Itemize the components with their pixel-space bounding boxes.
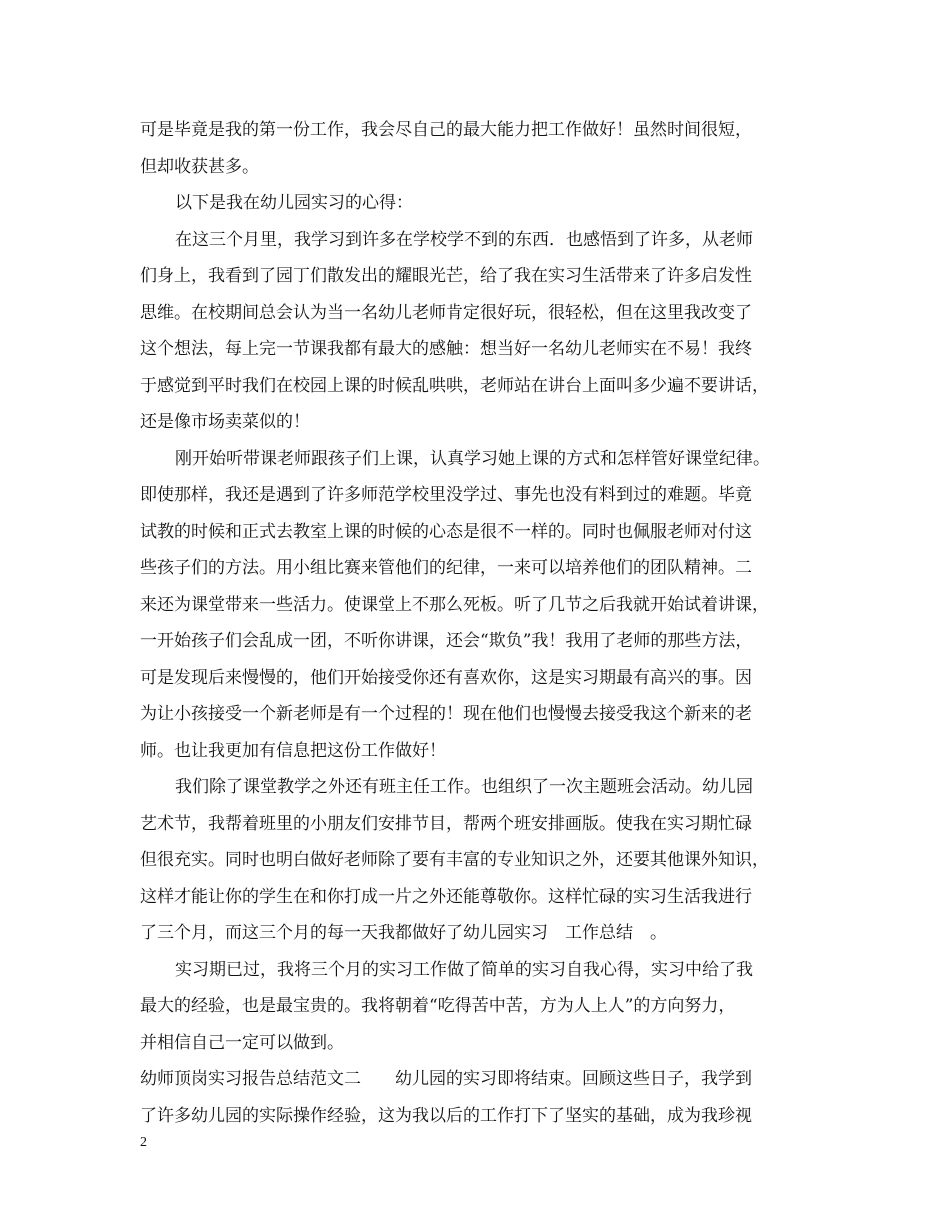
text-line: 于感觉到平时我们在校园上课的时候乱哄哄，老师站在讲台上面叫多少遍不要讲话，: [140, 375, 769, 396]
text-line: 为让小孩接受一个新老师是有一个过程的！现在他们也慢慢去接受我这个新来的老: [140, 704, 752, 724]
text-line: 来还为课堂带来一些活力。使课堂上不那么死板。听了几节之后我就开始试着讲课，: [140, 594, 769, 615]
text-line: 我们除了课堂教学之外还有班主任工作。也组织了一次主题班会活动。幼儿园: [175, 777, 753, 797]
page-number: 2: [140, 1135, 147, 1150]
text-line: 并相信自己一定可以做到。: [140, 1032, 344, 1053]
text-line: 刚开始听带课老师跟孩子们上课，认真学习她上课的方式和怎样管好课堂纪律。: [175, 448, 770, 469]
text-line: 可是毕竟是我的第一份工作，我会尽自己的最大能力把工作做好！虽然时间很短，: [140, 120, 752, 140]
text-line: 最大的经验，也是最宝贵的。我将朝着“吃得苦中苦，方为人上人”的方向努力，: [140, 996, 736, 1016]
text-line: 但却收获甚多。: [140, 156, 259, 177]
text-line: 可是发现后来慢慢的，他们开始接受你还有喜欢你，这是实习期最有高兴的事。因: [140, 667, 752, 688]
text-line: 即使那样，我还是遇到了许多师范学校里没学过、事先也没有料到过的难题。毕竟: [140, 485, 752, 505]
text-line: 们身上，我看到了园丁们散发出的耀眼光芒，给了我在实习生活带来了许多启发性: [140, 266, 752, 286]
text-line: 些孩子们的方法。用小组比赛来管他们的纪律，一来可以培养他们的团队精神。二: [140, 558, 752, 578]
text-line: 试教的时候和正式去教室上课的时候的心态是很不一样的。同时也佩服老师对付这: [140, 521, 752, 542]
text-line: 但很充实。同时也明白做好老师除了要有丰富的专业知识之外，还要其他课外知识，: [140, 850, 769, 870]
text-line: 这样才能让你的学生在和你打成一片之外还能尊敬你。这样忙碌的实习生活我进行: [140, 886, 752, 907]
text-line: 师。也让我更加有信息把这份工作做好！: [140, 740, 446, 761]
text-line: 幼师顶岗实习报告总结范文二 幼儿园的实习即将结束。回顾这些日子，我学到: [140, 1069, 752, 1089]
text-line: 以下是我在幼儿园实习的心得：: [175, 193, 413, 213]
document-body: [140, 112, 820, 1134]
text-line: 思维。在校期间总会认为当一名幼儿老师肯定很好玩，很轻松，但在这里我改变了: [140, 302, 752, 323]
text-line: 在这三个月里，我学习到许多在学校学不到的东西．也感悟到了许多，从老师: [175, 229, 753, 250]
text-line: 艺术节，我帮着班里的小朋友们安排节目，帮两个班安排画版。使我在实习期忙碌: [140, 813, 752, 834]
text-line: 了三个月，而这三个月的每一天我都做好了幼儿园实习 工作总结 。: [140, 923, 667, 943]
text-line: 这个想法，每上完一节课我都有最大的感触：想当好一名幼儿老师实在不易！我终: [140, 339, 752, 359]
text-line: 一开始孩子们会乱成一团，不听你讲课，还会“欺负”我！我用了老师的那些方法，: [140, 631, 753, 651]
text-line: 了许多幼儿园的实际操作经验，这为我以后的工作打下了坚实的基础，成为我珍视: [140, 1105, 752, 1126]
text-line: 还是像市场卖菜似的！: [140, 412, 310, 432]
text-line: 实习期已过，我将三个月的实习工作做了简单的实习自我心得，实习中给了我: [175, 959, 753, 980]
